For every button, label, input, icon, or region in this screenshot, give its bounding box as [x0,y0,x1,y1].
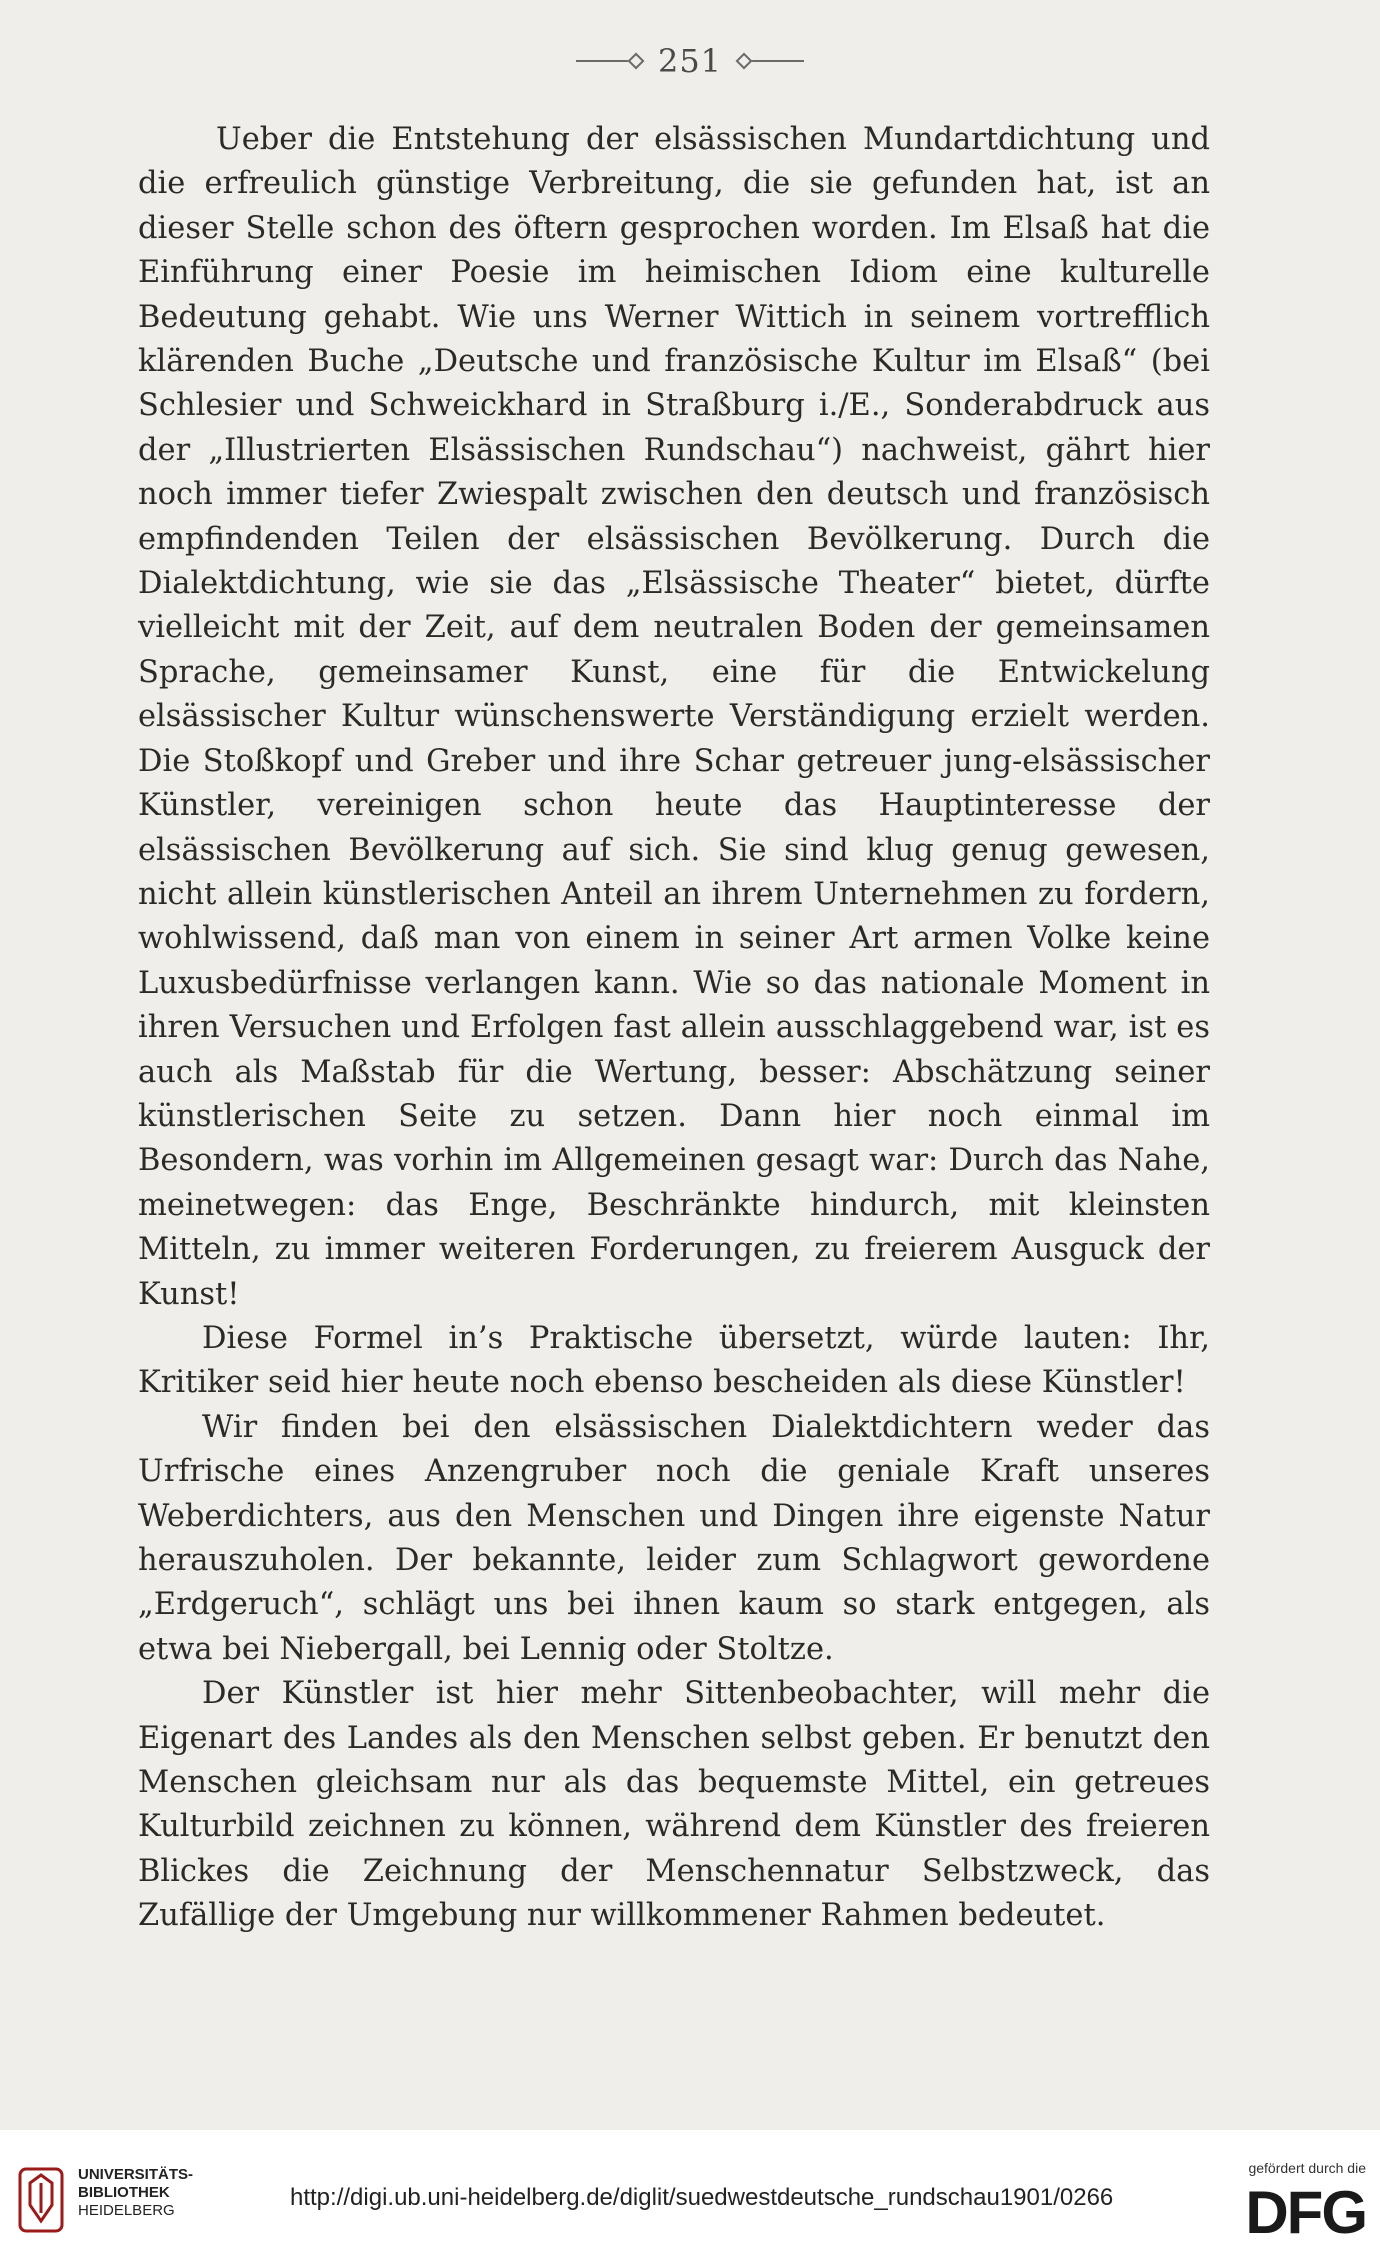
page-header [0,42,1380,80]
funder-caption: gefördert durch die [1248,2160,1366,2176]
header-ornament-right-icon [744,60,804,62]
library-name-line-3: HEIDELBERG [78,2202,175,2219]
paragraph-1: Ueber die Entstehung der elsässischen Mundartdichtung und die erfreulich günstige Verbreitung, die sie gefunden hat, ist an dieser Stelle schon des öftern gesprochen worden. Im Elsaß hat die Einführung einer Poesie im heimischen Idiom eine kulturelle Bedeutung gehabt. Wie uns Werner Wittich in seinem vortrefflich klärenden Buche „Deutsche und französische Kultur im Elsaß“ (bei Schlesier und Schweickhard in Straßburg i./E., Sonderabdruck aus der „Illustrierten Elsässischen Rundschau“) nachweist, gährt hier noch immer tiefer Zwiespalt zwischen den deutsch und französisch empfindenden Teilen der elsässischen Bevölkerung. Durch die Dialektdichtung, wie sie das „Elsässische Theater“ bietet, dürfte vielleicht mit der Zeit, auf dem neutralen Boden der gemeinsamen Sprache, gemeinsamer Kunst, eine für die Entwickelung elsässischer Kultur wünschenswerte Verständigung erzielt werden. Die Stoßkopf und Greber und ihre Schar getreuer jung-elsässischer Künstler, vereinigen schon heute das Hauptinteresse der elsässischen Bevölkerung auf sich. Sie sind klug genug gewesen, nicht allein künstlerischen Anteil an ihrem Unternehmen zu fordern, wohlwissend, daß man von einem in seiner Art armen Volke keine Luxusbedürfnisse verlangen kann. Wie so das nationale Moment in ihren Versuchen und Erfolgen fast allein ausschlaggebend war, ist es auch als Maßstab für die Wertung, besser: Abschätzung seiner künstlerischen Seite zu setzen. Dann hier noch einmal im Besondern, was vorhin im Allgemeinen gesagt war: Durch das Nahe, meinetwegen: das Enge, Beschränkte hindurch, mit kleinsten Mitteln, zu immer weiteren Forderungen, zu freierem Ausguck der Kunst! [138,122,1210,1312]
library-name-line-1: UNIVERSITÄTS- [78,2166,194,2183]
dfg-logo: DFG [1245,2179,1366,2246]
library-name-line-2: BIBLIOTHEK [78,2184,170,2201]
paragraph-3: Wir finden bei den elsässischen Dialektdichtern weder das Urfrische eines Anzengruber noch die geniale Kraft unseres Weberdichters, aus den Menschen und Dingen ihre eigenste Natur herauszuholen. Der bekannte, leider zum Schlagwort gewordene „Erdgeruch“, schlägt uns bei ihnen kaum so stark entgegen, als etwa bei Niebergall, bei Lennig oder Stoltze. [138,1409,1210,1667]
body-text [138,118,1210,1939]
source-url-link[interactable]: http://digi.ub.uni-heidelberg.de/diglit/suedwestdeutsche_rundschau1901/0266 [290,2184,1114,2211]
header-ornament-left-icon [576,60,636,62]
paragraph-2: Diese Formel in’s Praktische übersetzt, würde lauten: Ihr, Kritiker seid hier heute noch ebenso bescheiden als diese Künstler! [138,1320,1210,1401]
library-name [78,2166,193,2220]
page-number: 251 [657,42,723,80]
footer [0,2130,1380,2257]
university-seal-icon [16,2165,66,2235]
paragraph-4: Der Künstler ist hier mehr Sittenbeobachter, will mehr die Eigenart des Landes als den Menschen selbst geben. Er benutzt den Menschen gleichsam nur als das bequemste Mittel, ein getreues Kulturbild zeichnen zu können, während dem Künstler des freieren Blickes die Zeichnung der Menschennatur Selbstzweck, das Zufällige der Umgebung nur willkommener Rahmen bedeutet. [138,1676,1210,1934]
